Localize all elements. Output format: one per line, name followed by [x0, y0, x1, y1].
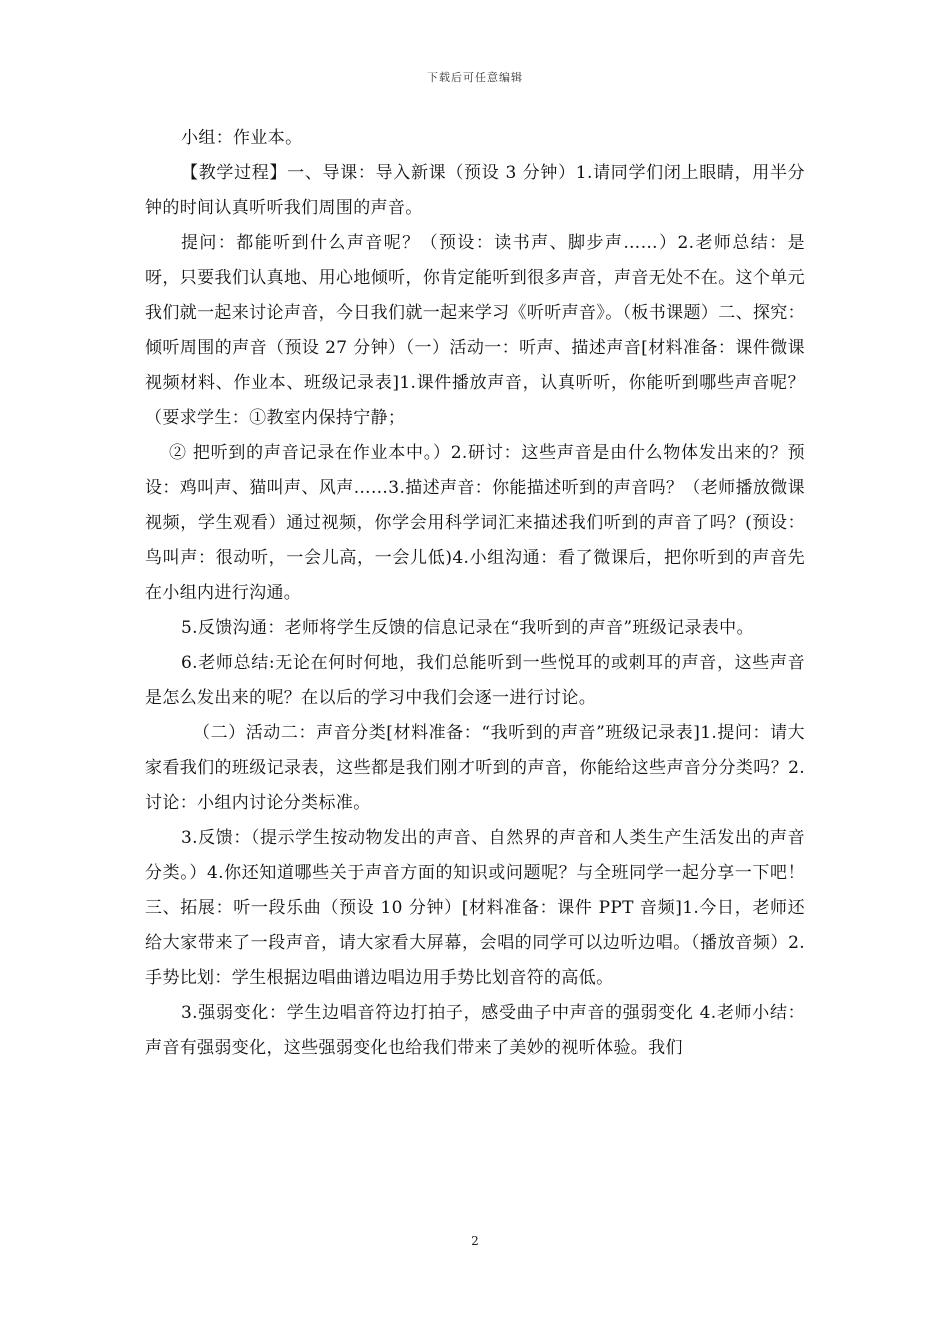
- paragraph-classification-feedback: 3.反馈：（提示学生按动物发出的声音、自然界的声音和人类生产生活发出的声音分类。）4.你还知道哪些关于声音方面的知识或问题呢？与全班同学一起分享一下吧！三、拓展：听一段乐曲（预设 10 分钟）[材料准备：课件 PPT 音频]1.今日，老师还给大家带来了一段声音，请大家看大屏幕，会唱的同学可以边听边唱。（播放音频）2.手势比划：学生根据边唱曲谱边唱边用手势比划音符的高低。: [145, 828, 805, 988]
- page-number: 2: [471, 1234, 479, 1248]
- paragraph-question-summary: 提问：都能听到什么声音呢？（预设：读书声、脚步声……）2.老师总结：是呀，只要我们认真地、用心地倾听，你肯定能听到很多声音，声音无处不在。这个单元我们就一起来讨论声音，今日我们就一起来学习《听听声音》。（板书课题）二、探究：倾听周围的声音（预设 27 分钟）（一）活动一：听声、描述声音[材料准备：课件微课视频材料、作业本、班级记录表]1.课件播放声音，认真听听，你能听到哪些声音呢？（要求学生：①教室内保持宁静；: [145, 233, 805, 428]
- paragraph-record-sounds: ② 把听到的声音记录在作业本中。）2.研讨：这些声音是由什么物体发出来的？预设：鸡叫声、猫叫声、风声……3.描述声音：你能描述听到的声音吗？（老师播放微课视频，学生观看）通过视频，你学会用科学词汇来描述我们听到的声音了吗？(预设：鸟叫声：很动听，一会儿高，一会儿低)4.小组沟通：看了微课后，把你听到的声音先在小组内进行沟通。: [145, 443, 806, 603]
- paragraph-teacher-summary: 6.老师总结:无论在何时何地，我们总能听到一些悦耳的或刺耳的声音，这些声音是怎么发出来的呢？在以后的学习中我们会逐一进行讨论。: [145, 653, 805, 708]
- document-body: [145, 121, 805, 1066]
- paragraph-group-homework: 小组：作业本。: [181, 128, 303, 148]
- paragraph-strength-change: 3.强弱变化：学生边唱音符边打拍子，感受曲子中声音的强弱变化 4.老师小结：声音有强弱变化，这些强弱变化也给我们带来了美妙的视听体验。我们: [145, 1003, 805, 1058]
- paragraph-activity-two: （二）活动二：声音分类[材料准备：“我听到的声音”班级记录表]1.提问：请大家看我们的班级记录表，这些都是我们刚才听到的声音，你能给这些声音分分类吗？2.讨论：小组内讨论分类标准。: [145, 723, 805, 813]
- paragraph-teaching-process: 【教学过程】一、导课：导入新课（预设 3 分钟）1.请同学们闭上眼睛，用半分钟的时间认真听听我们周围的声音。: [145, 163, 805, 218]
- paragraph-feedback: 5.反馈沟通：老师将学生反馈的信息记录在“我听到的声音”班级记录表中。: [181, 618, 754, 638]
- page-header: 下载后可任意编辑: [427, 71, 523, 84]
